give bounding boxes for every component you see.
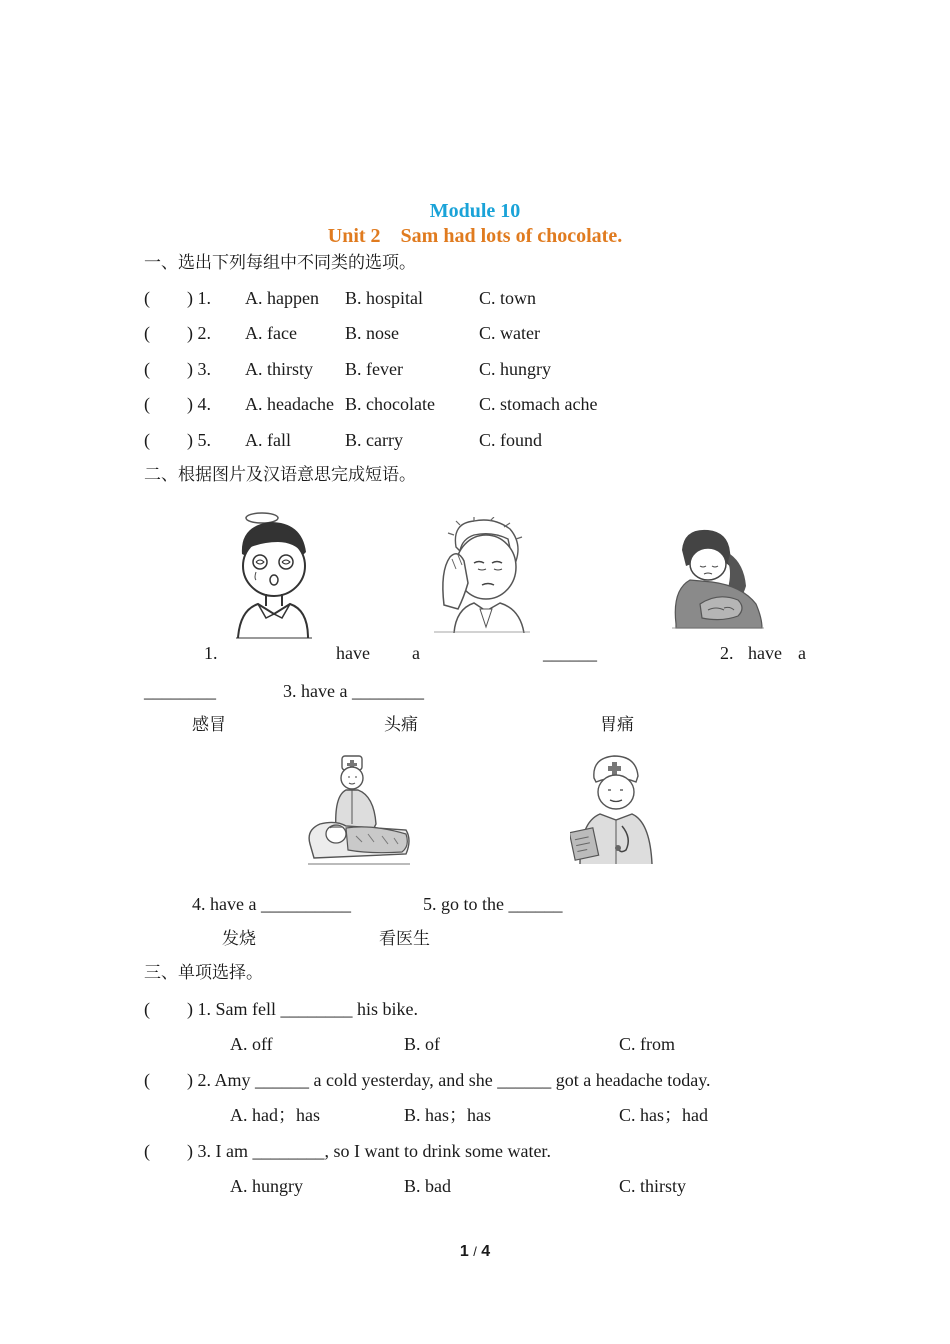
option-c: C. thirsty [619,1176,687,1196]
current-page: 1 [459,1243,469,1260]
answer-bracket[interactable]: ( [144,430,150,450]
label-stomachache: 胃痛 [600,715,634,735]
section3-heading: 三、单项选择。 [144,963,263,983]
option-a: A. off [230,1034,273,1054]
item-number: ) 5. [187,430,211,450]
q5-phrase[interactable]: 5. go to the ______ [423,894,563,914]
q2-number: 2. [720,643,734,663]
option-a: A. had；has [230,1105,320,1125]
option-b: B. hospital [345,288,424,308]
unit-title: Unit 2 Sam had lots of chocolate. [327,225,623,247]
option-b: B. nose [345,323,399,343]
question-text: ) 2. Amy ______ a cold yesterday, and she ______ got a headache today. [187,1070,711,1090]
option-c: C. from [619,1034,675,1054]
answer-bracket[interactable]: ( [144,394,150,414]
q2-blank[interactable]: ________ [144,681,216,701]
item-number: ) 2. [187,323,211,343]
page-separator: / [473,1244,477,1259]
option-a: A. headache [245,394,334,414]
label-see-doctor: 看医生 [379,929,430,949]
option-c: C. found [479,430,542,450]
item-number: ) 4. [187,394,211,414]
q1-have: have [336,643,370,663]
answer-bracket[interactable]: ( [144,999,150,1019]
option-b: B. fever [345,359,403,379]
option-b: B. of [404,1034,440,1054]
option-b: B. has；has [404,1105,491,1125]
q2-a: a [798,643,806,663]
label-fever: 发烧 [222,929,256,949]
option-c: C. hungry [479,359,551,379]
q4-phrase[interactable]: 4. have a __________ [192,894,351,914]
label-cold: 感冒 [192,715,226,735]
module-title: Module 10 [429,200,521,222]
option-c: C. water [479,323,540,343]
q3-phrase[interactable]: 3. have a ________ [283,681,424,701]
answer-bracket[interactable]: ( [144,1141,150,1161]
q1-blank[interactable]: ______ [543,643,597,663]
page-number [0,1243,950,1261]
option-c: C. stomach ache [479,394,598,414]
option-a: A. thirsty [245,359,314,379]
option-c: C. town [479,288,537,308]
section1-heading: 一、选出下列每组中不同类的选项。 [144,253,416,273]
question-text: ) 1. Sam fell ________ his bike. [187,999,418,1019]
total-pages: 4 [481,1243,491,1260]
option-a: A. hungry [230,1176,303,1196]
doctor-picture [570,752,656,864]
option-a: A. face [245,323,297,343]
answer-bracket[interactable]: ( [144,359,150,379]
item-number: ) 1. [187,288,211,308]
label-headache: 头痛 [384,715,418,735]
fever-patient-picture [306,754,412,868]
section2-heading: 二、根据图片及汉语意思完成短语。 [144,465,416,485]
option-a: A. fall [245,430,291,450]
cold-boy-picture [236,506,312,640]
q1-number: 1. [204,643,218,663]
answer-bracket[interactable]: ( [144,323,150,343]
stomachache-girl-picture [672,528,764,630]
q2-have: have [748,643,782,663]
option-a: A. happen [245,288,319,308]
answer-bracket[interactable]: ( [144,1070,150,1090]
headache-boy-picture [434,517,530,633]
question-text: ) 3. I am ________, so I want to drink some water. [187,1141,551,1161]
option-c: C. has；had [619,1105,708,1125]
option-b: B. carry [345,430,403,450]
item-number: ) 3. [187,359,211,379]
answer-bracket[interactable]: ( [144,288,150,308]
option-b: B. chocolate [345,394,435,414]
option-b: B. bad [404,1176,451,1196]
q1-a: a [412,643,420,663]
